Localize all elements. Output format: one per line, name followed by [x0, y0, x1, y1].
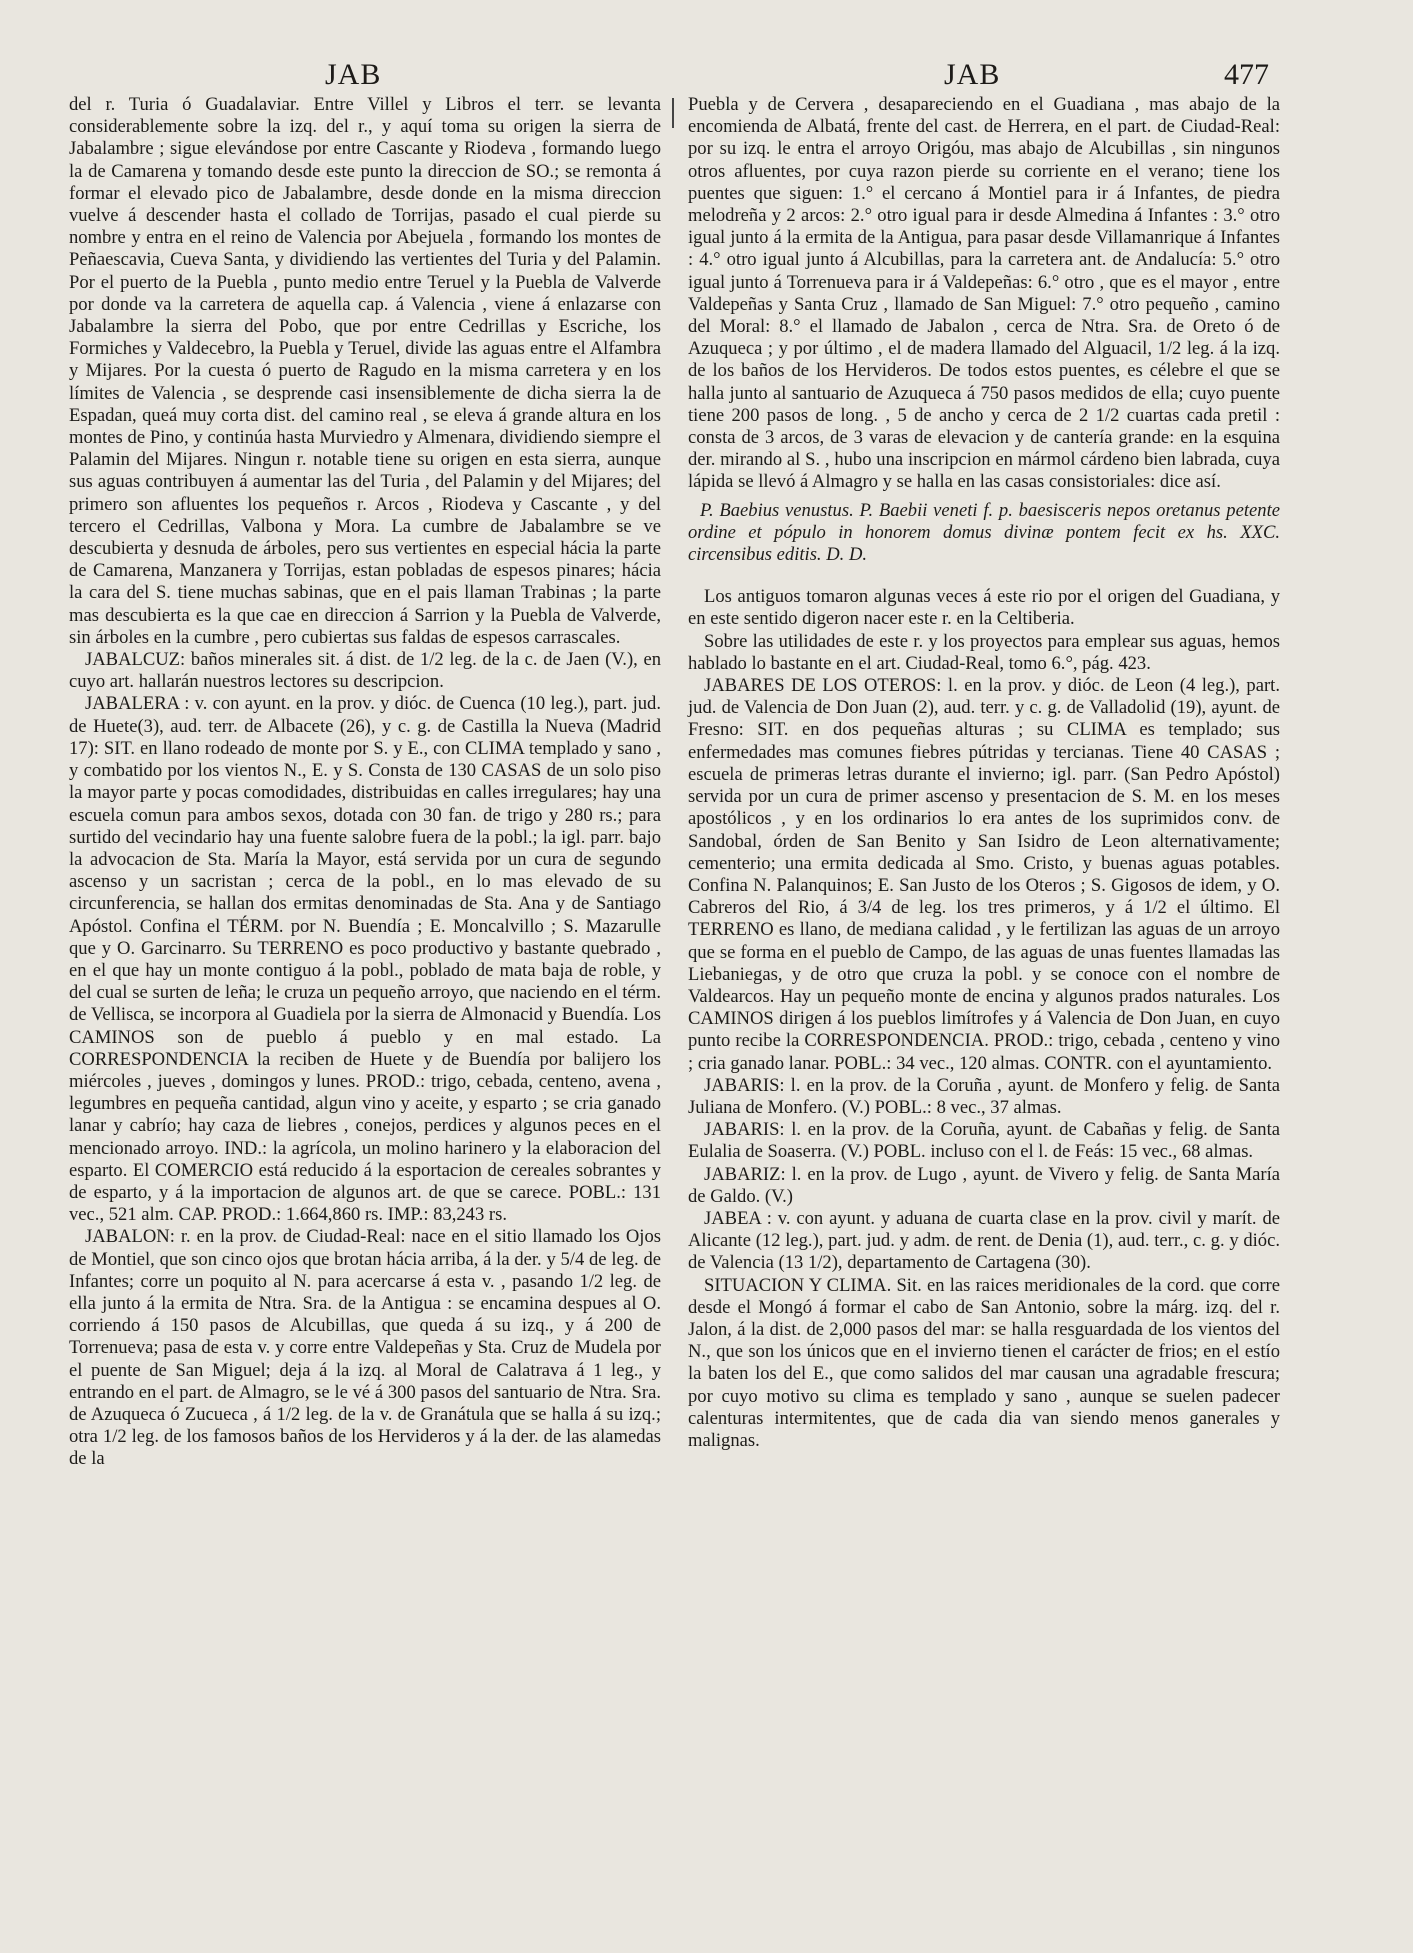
entry-jabaris-monfero: JABARIS: l. en la prov. de la Coruña , ayunt. de Monfero y felig. de Santa Juliana de Monfero. (V.) POBL.: 8 vec., 37 almas. — [688, 1074, 1280, 1118]
page-number: 477 — [1224, 58, 1269, 91]
page-header — [0, 50, 1413, 100]
paragraph-antiguos: Los antiguos tomaron algunas veces á este rio por el origen del Guadiana, y en este sentido digeron nacer este r. en la Celtiberia. — [688, 586, 1280, 630]
column-rule — [672, 98, 674, 128]
entry-continuation: del r. Turia ó Guadalaviar. Entre Villel y Libros el terr. se levanta considerablemente sobre la izq. del r., y aquí toma su origen la sierra de Jabalambre ; sigue elevándose por entre Cascante y Riodeva , formando luego la de Camarena y tomando desde este punto la direccion de SO.; se remonta á formar el elevado pico de Jabalambre, desde donde en la misma direccion vuelve á descender hasta el collado de Torrijas, pasado el cual pierde su nombre y entra en el reino de Valencia por Abejuela , formando los montes de Peñaescavia, Cueva Santa, y dividiendo las vertientes del Turia y del Palamin. Por el puerto de la Puebla , punto medio entre Teruel y la Puebla de Valverde por donde va la carretera de aquella cap. á Valencia , viene á enlazarse con Jabalambre la sierra del Pobo, que por entre Cedrillas y Escriche, los Formiches y Valdecebro, la Puebla y Teruel, divide las aguas entre el Alfambra y Mijares. Por la cuesta ó puerto de Ragudo en la misma carretera y en los límites de Valencia , se desprende casi insensiblemente de dicha sierra la de Espadan, queá muy corta dist. del camino real , se eleva á grande altura en los montes de Pino, y continúa hasta Murviedro y Almenara, dividiendo siempre el Palamin del Mijares. Ningun r. notable tiene su origen en esta sierra, aunque sus aguas contribuyen á aumentar las del Turia , del Palamin y del Mijares; del primero son afluentes los pequeños r. Arcos , Riodeva y Cascante , y del tercero el Cedrillas, Valbona y Mora. La cumbre de Jabalambre se ve descubierta y desnuda de árboles, pero sus vertientes en especial hácia la parte de Camarena, Manzanera y Torrijas, estan pobladas de espesos pinares; hácia la cara del S. tiene muchas sabinas, que en el pais llaman Trabinas ; la parte mas descubierta es la que cae en direccion á Sarrion y la Puebla de Valverde, sin árboles en la cumbre , pero cubiertas sus faldas de espesos carrascales. — [69, 94, 661, 648]
entry-jabaris-cabanas: JABARIS: l. en la prov. de la Coruña, ayunt. de Cabañas y felig. de Santa Eulalia de Soaserra. (V.) POBL. incluso con el l. de Feás: 15 vec., 68 almas. — [688, 1119, 1280, 1163]
entry-jabea-situacion: SITUACION Y CLIMA. Sit. en las raices meridionales de la cord. que corre desde el Mongó á formar el cabo de San Antonio, sobre la márg. izq. del r. Jalon, á la dist. de 2,000 pasos del mar: se halla resguardada de los vientos del N., que son los únicos que en el invierno tienen el carácter de frios; en el estío la baten los del E., que como salidos del mar causan una agradable frescura; por cuyo motivo su clima es templado y sano , aunque se suelen padecer calenturas intermitentes, que de cada dia van siendo menos ganerales y malignas. — [688, 1274, 1280, 1451]
running-head-left: JAB — [325, 58, 382, 91]
running-head-right: JAB — [944, 58, 1001, 91]
entry-jabariz: JABARIZ: l. en la prov. de Lugo , ayunt. de Vivero y felig. de Santa María de Galdo. (V.) — [688, 1163, 1280, 1207]
left-column — [69, 94, 661, 1471]
entry-jabalon: JABALON: r. en la prov. de Ciudad-Real: nace en el sitio llamado los Ojos de Montiel, que son cinco ojos que brotan hácia arriba, á la der. y 5/4 de leg. de Infantes; corre un poquito al N. para acercarse á esta v. , pasando 1/2 leg. de ella junto á la ermita de Ntra. Sra. de la Antigua : se encamina despues al O. corriendo á 150 pasos de Alcubillas, que queda á su izq., y á 200 de Torrenueva; pasa de esta v. y corre entre Valdepeñas y Sta. Cruz de Mudela por el puente de San Miguel; deja á la izq. al Moral de Calatrava á 1 leg., y entrando en el part. de Almagro, se le vé á 300 pasos del santuario de Ntra. Sra. de Azuqueca ó Zucueca , á 1/2 leg. de la v. de Granátula que se halla á su izq.; otra 1/2 leg. de los famosos baños de los Hervideros y á la der. de las alamedas de la — [69, 1226, 661, 1470]
latin-inscription: P. Baebius venustus. P. Baebii veneti f. p. baesisceris nepos oretanus petente ordine et pópulo in honorem domus divinæ pontem fecit ex hs. XXC. circensibus editis. D. D. — [688, 499, 1280, 566]
entry-jabea: JABEA : v. con ayunt. y aduana de cuarta clase en la prov. civil y marít. de Alicante (12 leg.), part. jud. y adm. de rent. de Denia (1), aud. terr., c. g. y dióc. de Valencia (13 1/2), departamento de Cartagena (30). — [688, 1207, 1280, 1274]
entry-jabalcuz: JABALCUZ: baños minerales sit. á dist. de 1/2 leg. de la c. de Jaen (V.), en cuyo art. hallarán nuestros lectores su descripcion. — [69, 649, 661, 693]
paragraph-utilidades: Sobre las utilidades de este r. y los proyectos para emplear sus aguas, hemos hablado lo bastante en el art. Ciudad-Real, tomo 6.°, pág. 423. — [688, 630, 1280, 674]
entry-jabalon-continued: Puebla y de Cervera , desapareciendo en el Guadiana , mas abajo de la encomienda de Albatá, frente del cast. de Herrera, en el part. de Ciudad-Real: por su izq. le entra el arroyo Origóu, mas abajo de Alcubillas , sin ningunos otros afluentes, por cuya razon pierde su corriente en el verano; tiene los puentes que siguen: 1.° el cercano á Montiel para ir á Infantes, de piedra melodreña y 2 arcos: 2.° otro igual para ir desde Almedina á Infantes : 3.° otro igual junto á la ermita de la Antigua, para pasar desde Villamanrique á Infantes : 4.° otro igual junto á Alcubillas, para la carretera ant. de Andalucía: 5.° otro igual junto á Torrenueva para ir á Valdepeñas: 6.° otro , que es el mayor , entre Valdepeñas y Santa Cruz , llamado de San Miguel: 7.° otro pequeño , camino del Moral: 8.° el llamado de Jabalon , cerca de Ntra. Sra. de Oreto ó de Azuqueca ; y por último , el de madera llamado del Alguacil, 1/2 leg. á la izq. de los baños de los Hervideros. De todos estos puentes, es célebre el que se halla junto al santuario de Azuqueca á 750 pasos medidos de ella; cuyo puente tiene 200 pasos de long. , 5 de ancho y cerca de 2 1/2 cuartas cada pretil : consta de 3 arcos, de 3 varas de elevacion y de cantería grande: en la esquina der. mirando al S. , hubo una inscripcion en mármol cárdeno bien labrada, cuya lápida se llevó á Almagro y se halla en las casas consistoriales: dice así. — [688, 94, 1280, 493]
entry-jabares-de-los-oteros: JABARES DE LOS OTEROS: l. en la prov. y dióc. de Leon (4 leg.), part. jud. de Valencia de Don Juan (2), aud. terr. y c. g. de Valladolid (19), ayunt. de Fresno: SIT. en dos pequeñas alturas ; su CLIMA es templado; sus enfermedades mas comunes fiebres pútridas y tercianas. Tiene 40 CASAS ; escuela de primeras letras durante el invierno; igl. parr. (San Pedro Apóstol) servida por un cura de primer ascenso y presentacion de S. M. en los meses apostólicos , y en los ordinarios lo era antes de los suprimidos conv. de Sandobal, órden de San Benito y San Isidro de Leon alternativamente; cementerio; una ermita dedicada al Smo. Cristo, y buenas aguas potables. Confina N. Palanquinos; E. San Justo de los Oteros ; S. Gigosos de idem, y O. Cabreros del Rio, á 3/4 de leg. los tres primeros, y á 1/2 el último. El TERRENO es llano, de mediana calidad , y le fertilizan las aguas de un arroyo que se forma en el pueblo de Campo, de las aguas de unas fuentes llamadas las Liebaniegas, y de otro que cruza la pobl. y se conoce con el nombre de Valdearcos. Hay un pequeño monte de encina y algunos prados naturales. Los CAMINOS dirigen á los pueblos limítrofes y á Valencia de Don Juan, en cuyo punto recibe la CORRESPONDENCIA. PROD.: trigo, cebada , centeno y vino ; cria ganado lanar. POBL.: 34 vec., 120 almas. CONTR. con el ayuntamiento. — [688, 675, 1280, 1074]
entry-jabalera: JABALERA : v. con ayunt. en la prov. y dióc. de Cuenca (10 leg.), part. jud. de Huete(3), aud. terr. de Albacete (26), y c. g. de Castilla la Nueva (Madrid 17): SIT. en llano rodeado de monte por S. y E., con CLIMA templado y sano , y combatido por los vientos N., E. y S. Consta de 130 CASAS de un solo piso la mayor parte y pocas comodidades, distribuidas en calles irregulares; hay una escuela comun para ambos sexos, dotada con 30 fan. de trigo y 280 rs.; para surtido del vecindario hay una fuente salobre fuera de la pobl.; la igl. parr. bajo la advocacion de Sta. María la Mayor, está servida por un cura de segundo ascenso y un sacristan ; cerca de la pobl., en lo mas elevado de su circunferencia, se hallan dos ermitas denominadas de Sta. Ana y de Santiago Apóstol. Confina el TÉRM. por N. Buendía ; E. Moncalvillo ; S. Mazarulle que y O. Garcinarro. Su TERRENO es poco productivo y bastante quebrado , en el que hay un monte contiguo á la pobl., poblado de mata baja de roble, y del cual se surten de leña; le cruza un pequeño arroyo, que naciendo en el térm. de Vellisca, se incorpora al Guadiela por la sierra de Almonacid y Buendía. Los CAMINOS son de pueblo á pueblo y en mal estado. La CORRESPONDENCIA la reciben de Huete y de Buendía por balijero los miércoles , jueves , domingos y lunes. PROD.: trigo, cebada, centeno, avena , legumbres en pequeña cantidad, algun vino y aceite, y esparto ; se cria ganado lanar y cabrío; hay caza de liebres , conejos, perdices y algunos peces en el mencionado arroyo. IND.: la agrícola, un molino harinero y la elaboracion del esparto. El COMERCIO está reducido á la esportacion de cereales sobrantes y de esparto, y á la importacion de algunos art. de que se carece. POBL.: 131 vec., 521 alm. CAP. PROD.: 1.664,860 rs. IMP.: 83,243 rs. — [69, 693, 661, 1226]
right-column — [688, 94, 1280, 1452]
